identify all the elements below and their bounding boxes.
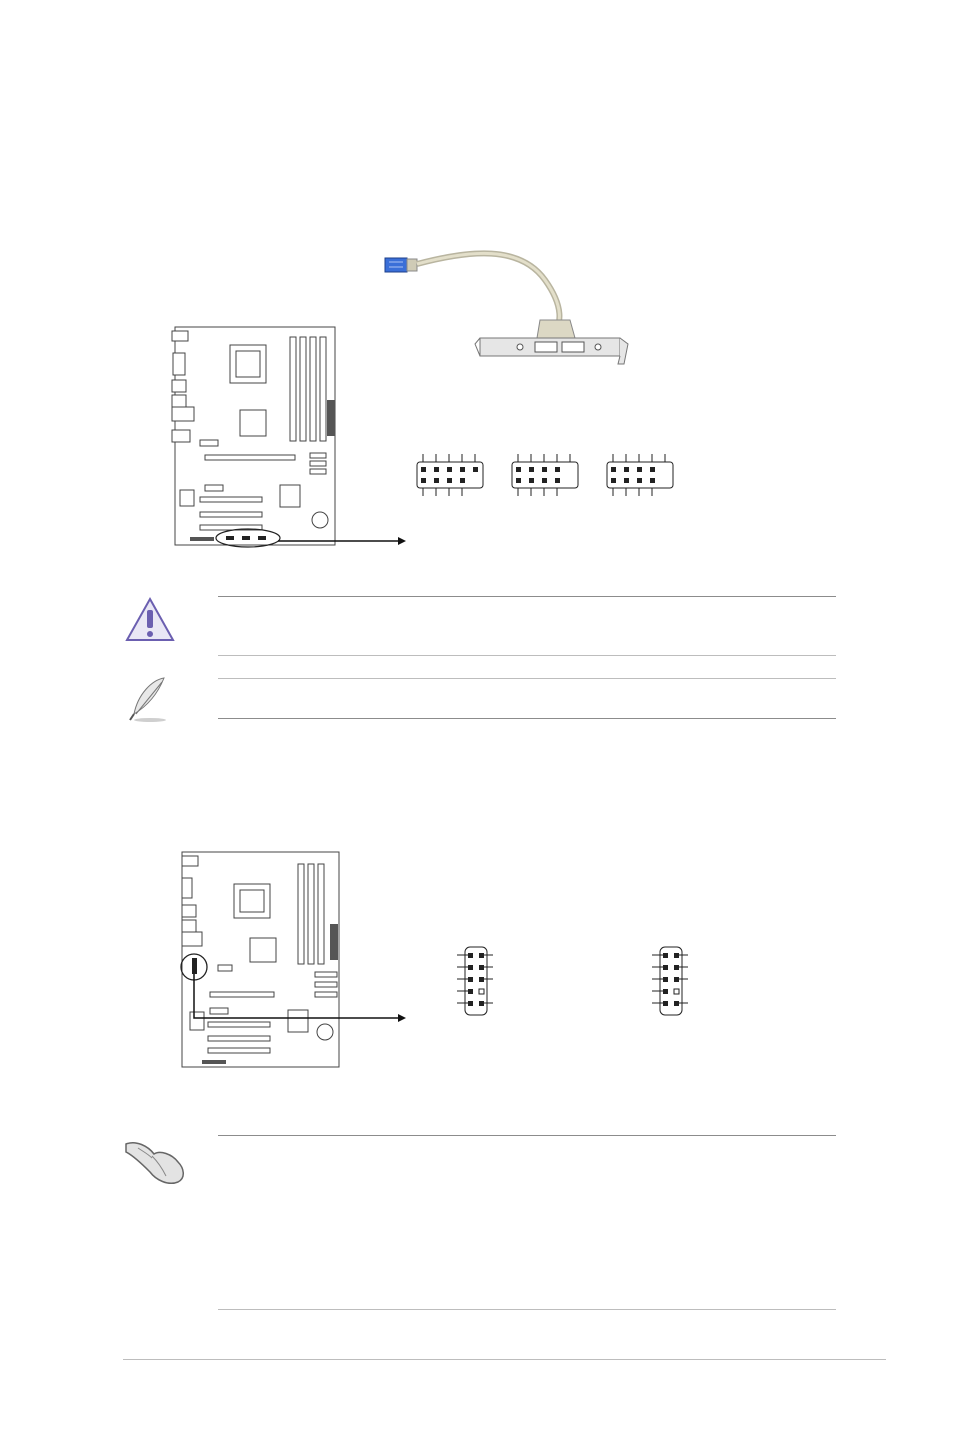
- page-footer-rule: [123, 1359, 886, 1360]
- pointing-hand-icon: [122, 1132, 190, 1186]
- warning-top-rule: [218, 596, 836, 597]
- usb-header-group-3: [607, 454, 673, 496]
- motherboard-layout-image: [170, 325, 410, 550]
- important-note: [120, 1128, 840, 1314]
- important-top-rule: [218, 1135, 836, 1136]
- warning-bottom-rule: [218, 655, 836, 656]
- motherboard-layout-image-2: [170, 850, 420, 1075]
- usb-figure: [160, 240, 860, 560]
- header-figure: [160, 845, 860, 1075]
- warning-note: [120, 592, 840, 658]
- usb-bracket-cable-image: [380, 240, 640, 370]
- important-bottom-rule: [218, 1309, 836, 1310]
- usb-header-group-2: [512, 454, 578, 496]
- info-note: [120, 672, 840, 722]
- front-header-pin-diagram-2: [650, 945, 690, 1017]
- feather-pen-icon: [124, 674, 174, 724]
- front-header-pin-diagram-1: [455, 945, 495, 1017]
- info-bottom-rule: [218, 718, 836, 719]
- usb-header-pin-diagram: [410, 450, 690, 500]
- info-top-rule: [218, 678, 836, 679]
- usb-header-group-1: [417, 454, 483, 496]
- warning-triangle-icon: [124, 596, 176, 644]
